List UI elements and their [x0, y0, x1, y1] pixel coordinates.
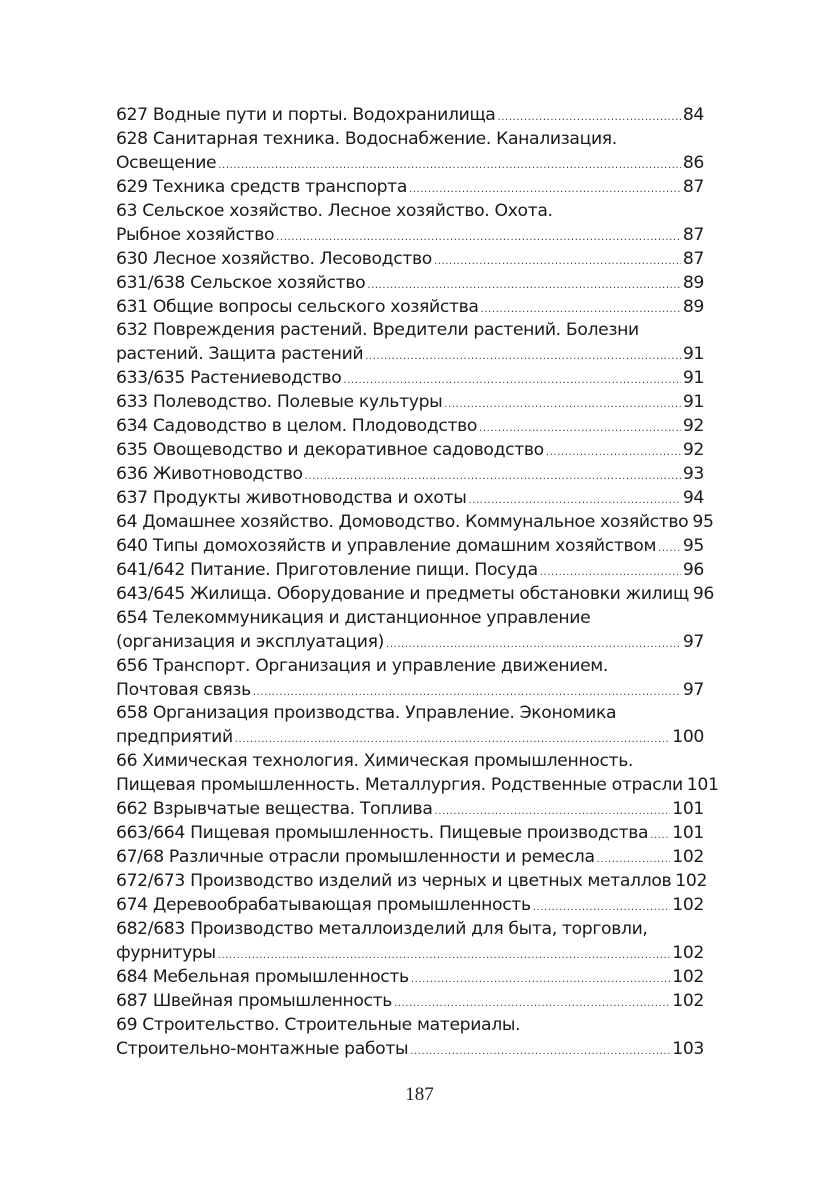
dot-leader: [305, 465, 681, 489]
toc-entry: [116, 966, 704, 990]
toc-entry-title: 656 Транспорт. Организация и управление движением.: [116, 655, 609, 676]
toc-entry: [116, 319, 704, 367]
toc-page-number: 93: [682, 464, 704, 485]
toc-page-number: 96: [682, 559, 704, 580]
toc-line: [116, 750, 704, 774]
toc-entry: [116, 248, 704, 272]
toc-entry-title: Освещение: [116, 152, 217, 173]
toc-entry-title: 640 Типы домохозяйств и управление домашним хозяйством: [116, 535, 657, 556]
toc-page-number: 87: [682, 224, 704, 245]
toc-entry-title: 662 Взрывчатые вещества. Топлива: [116, 799, 433, 820]
toc-line: [116, 487, 704, 511]
toc-line: [116, 702, 704, 726]
toc-entry-title: 663/664 Пищевая промышленность. Пищевые производства: [116, 823, 649, 844]
toc-entry-title: 674 Деревообрабатывающая промышленность: [116, 894, 531, 915]
toc-entry: [116, 391, 704, 415]
toc-entry: [116, 655, 704, 703]
toc-page-number: 95: [692, 511, 714, 532]
toc-line: [116, 774, 719, 798]
toc-entry-title: 66 Химическая технология. Химическая промышленность.: [116, 751, 634, 772]
toc-page-number: 92: [682, 440, 704, 461]
toc-page-number: 86: [682, 152, 704, 173]
dot-leader: [411, 968, 670, 992]
toc-line: [116, 1038, 704, 1062]
toc-entry: [116, 200, 704, 248]
toc-line: [116, 990, 704, 1014]
toc-entry-title: 630 Лесное хозяйство. Лесоводство: [116, 248, 432, 269]
toc-entry: [116, 583, 714, 607]
toc-line: [116, 918, 704, 942]
dot-leader: [409, 178, 681, 202]
dot-leader: [479, 417, 681, 441]
toc-page-number: 101: [672, 823, 704, 844]
toc-entry-title: 627 Водные пути и порты. Водохранилища: [116, 105, 496, 125]
toc-line: [116, 870, 708, 894]
toc-page-number: 102: [675, 871, 708, 891]
toc-entry-title: 632 Повреждения растений. Вредители растений. Болезни: [116, 320, 639, 341]
toc-line: [116, 176, 704, 200]
toc-line: [116, 679, 704, 703]
dot-leader: [546, 441, 681, 465]
dot-leader: [235, 728, 670, 752]
toc-page-number: 103: [672, 1038, 704, 1059]
toc-entry-title: Почтовая связь: [116, 679, 251, 700]
toc-entry: [116, 822, 704, 846]
toc-entry-title: 637 Продукты животноводства и охоты: [116, 488, 467, 508]
toc-entry: [116, 128, 704, 176]
toc-line: [116, 511, 714, 535]
toc-line: [116, 391, 704, 415]
page-number: 187: [405, 1084, 434, 1105]
toc-line: [116, 200, 704, 224]
dot-leader: [365, 345, 681, 369]
toc-entry: [116, 487, 704, 511]
toc-page-number: 91: [682, 392, 704, 413]
toc-entry-title: 684 Мебельная промышленность: [116, 966, 409, 987]
toc-entry: [116, 1014, 704, 1062]
dot-leader: [658, 537, 681, 561]
toc-page-number: 96: [692, 583, 714, 604]
toc-entry-title: (организация и эксплуатация): [116, 631, 384, 652]
toc-entry-title: 643/645 Жилища. Оборудование и предметы обстановки жилищ: [116, 583, 689, 604]
toc-page-number: 102: [672, 966, 704, 987]
toc-line: [116, 152, 704, 176]
toc-page-number: 84: [682, 105, 704, 125]
table-of-contents: [116, 104, 719, 1062]
toc-line: [116, 559, 704, 583]
toc-entry-title: 633/635 Растениеводство: [116, 368, 342, 389]
toc-entry: [116, 296, 704, 320]
toc-line: [116, 1014, 704, 1038]
toc-page-number: 94: [682, 488, 704, 508]
toc-line: [116, 272, 704, 296]
toc-line: [116, 942, 704, 966]
toc-line: [116, 655, 704, 679]
toc-page-number: 97: [682, 679, 704, 700]
toc-entry: [116, 463, 704, 487]
toc-line: [116, 343, 704, 367]
toc-entry-title: 631/638 Сельское хозяйство: [116, 272, 366, 293]
toc-entry: [116, 846, 704, 870]
toc-entry: [116, 870, 708, 894]
toc-entry: [116, 798, 704, 822]
dot-leader: [410, 1040, 670, 1064]
toc-entry-title: Пищевая промышленность. Металлургия. Родственные отрасли: [116, 775, 683, 796]
dot-leader: [218, 154, 681, 178]
toc-entry: [116, 559, 704, 583]
toc-page-number: 89: [682, 296, 704, 317]
toc-entry-title: 63 Сельское хозяйство. Лесное хозяйство. Охота.: [116, 200, 553, 221]
toc-entry-title: 633 Полеводство. Полевые культуры: [116, 392, 443, 413]
toc-page-number: 102: [672, 894, 704, 915]
toc-entry: [116, 367, 704, 391]
dot-leader: [367, 274, 681, 298]
toc-entry: [116, 535, 704, 559]
toc-entry-title: 682/683 Производство металлоизделий для быта, торговли,: [116, 918, 648, 939]
toc-page-number: 87: [682, 176, 704, 197]
toc-entry: [116, 918, 704, 966]
dot-leader: [597, 848, 671, 872]
toc-page-number: 102: [672, 942, 704, 963]
dot-leader: [394, 992, 670, 1016]
toc-line: [116, 631, 704, 655]
toc-page-number: 89: [682, 272, 704, 293]
toc-entry-title: 64 Домашнее хозяйство. Домоводство. Коммунальное хозяйство: [116, 511, 689, 532]
dot-leader: [444, 393, 680, 417]
toc-entry-title: 634 Садоводство в целом. Плодоводство: [116, 416, 478, 437]
toc-line: [116, 726, 704, 750]
dot-leader: [253, 681, 681, 705]
toc-line: [116, 104, 704, 128]
toc-entry-title: Строительно-монтажные работы: [116, 1038, 409, 1059]
dot-leader: [435, 800, 671, 824]
toc-line: [116, 894, 704, 918]
toc-page-number: 91: [682, 368, 704, 389]
toc-entry-title: 635 Овощеводство и декоративное садоводство: [116, 440, 544, 461]
toc-page-number: 87: [682, 248, 704, 269]
toc-page-number: 102: [672, 847, 704, 868]
toc-line: [116, 319, 704, 343]
toc-line: [116, 367, 704, 391]
toc-entry: [116, 272, 704, 296]
toc-page-number: 102: [672, 990, 704, 1011]
toc-entry-title: 631 Общие вопросы сельского хозяйства: [116, 296, 479, 317]
toc-entry: [116, 104, 704, 128]
toc-page-number: 95: [682, 535, 704, 556]
toc-page-number: 101: [672, 799, 704, 820]
toc-page-number: 92: [682, 416, 704, 437]
dot-leader: [533, 896, 670, 920]
toc-entry: [116, 176, 704, 200]
toc-line: [116, 798, 704, 822]
toc-page-number: 101: [686, 775, 719, 796]
dot-leader: [434, 250, 681, 274]
dot-leader: [650, 824, 670, 848]
dot-leader: [276, 226, 681, 250]
toc-entry-title: 636 Животноводство: [116, 464, 303, 485]
dot-leader: [497, 106, 680, 130]
toc-entry-title: 67/68 Различные отрасли промышленности и ремесла: [116, 847, 595, 868]
toc-entry-title: 628 Санитарная техника. Водоснабжение. Канализация.: [116, 128, 617, 149]
dot-leader: [343, 369, 680, 393]
toc-line: [116, 463, 704, 487]
toc-line: [116, 296, 704, 320]
toc-entry-title: 672/673 Производство изделий из черных и цветных металлов: [116, 871, 672, 891]
toc-entry: [116, 894, 704, 918]
toc-entry: [116, 607, 704, 655]
toc-entry: [116, 439, 704, 463]
toc-entry: [116, 702, 704, 750]
toc-entry: [116, 990, 704, 1014]
toc-entry-title: 658 Организация производства. Управление. Экономика: [116, 703, 617, 724]
toc-entry-title: Рыбное хозяйство: [116, 224, 275, 245]
toc-entry: [116, 750, 719, 798]
toc-line: [116, 966, 704, 990]
toc-line: [116, 846, 704, 870]
toc-line: [116, 224, 704, 248]
toc-line: [116, 535, 704, 559]
toc-page-number: 100: [672, 727, 704, 748]
toc-entry-title: 69 Строительство. Строительные материалы.: [116, 1014, 521, 1035]
toc-entry-title: 687 Швейная промышленность: [116, 990, 393, 1011]
toc-page-number: 97: [682, 631, 704, 652]
dot-leader: [468, 489, 680, 513]
toc-entry-title: 641/642 Питание. Приготовление пищи. Посуда: [116, 559, 538, 580]
toc-entry-title: фурнитуры: [116, 942, 216, 963]
toc-entry-title: растений. Защита растений: [116, 344, 364, 365]
toc-line: [116, 607, 704, 631]
toc-entry: [116, 511, 714, 535]
toc-line: [116, 415, 704, 439]
dot-leader: [481, 298, 681, 322]
dot-leader: [218, 944, 671, 968]
toc-page-number: 91: [682, 344, 704, 365]
toc-entry-title: предприятий: [116, 727, 233, 748]
toc-line: [116, 248, 704, 272]
dot-leader: [540, 561, 681, 585]
toc-entry: [116, 415, 704, 439]
dot-leader: [386, 633, 681, 657]
toc-line: [116, 128, 704, 152]
toc-line: [116, 583, 714, 607]
toc-entry-title: 629 Техника средств транспорта: [116, 176, 408, 197]
toc-line: [116, 439, 704, 463]
toc-entry-title: 654 Телекоммуникация и дистанционное управление: [116, 607, 591, 628]
toc-line: [116, 822, 704, 846]
